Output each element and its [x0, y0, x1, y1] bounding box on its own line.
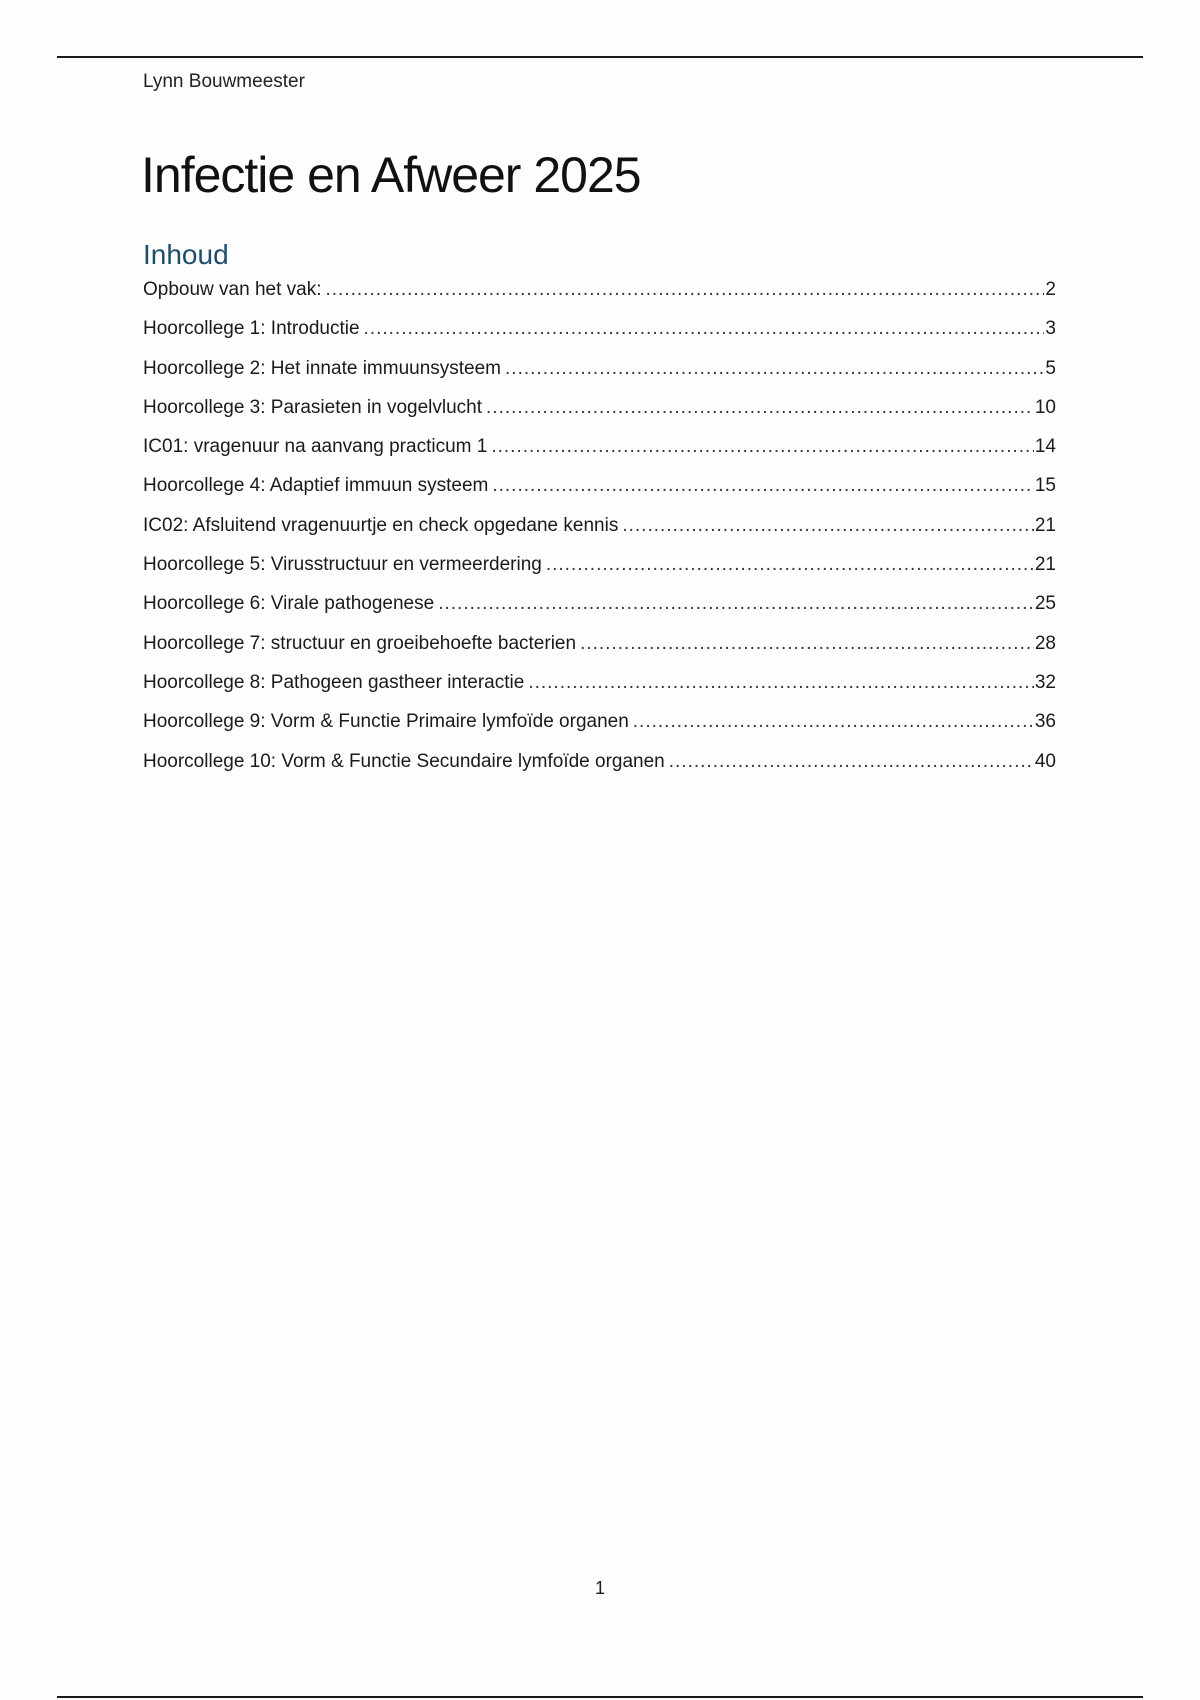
- toc-entry-page: 40: [1034, 750, 1056, 772]
- toc-entry-label: Hoorcollege 3: Parasieten in vogelvlucht: [143, 396, 483, 418]
- toc-entry-page: 2: [1045, 279, 1056, 300]
- toc-entry-hc9[interactable]: [143, 711, 1056, 750]
- toc-heading: Inhoud: [143, 239, 229, 270]
- toc-entry-page: 32: [1034, 671, 1056, 693]
- toc-entry-label: Hoorcollege 9: Vorm & Functie Primaire lymfoïde organen: [143, 711, 629, 733]
- toc-entry-label: Hoorcollege 10: Vorm & Functie Secundaire lymfoïde organen: [143, 750, 665, 772]
- toc-dot-leader: [486, 397, 1034, 419]
- toc-entry-hc2[interactable]: [143, 358, 1056, 397]
- table-of-contents: [143, 279, 1056, 790]
- toc-entry-label: IC02: Afsluitend vragenuurtje en check opgedane kennis: [143, 514, 619, 536]
- toc-entry-label: Hoorcollege 8: Pathogeen gastheer interactie: [143, 671, 525, 693]
- toc-entry-hc8[interactable]: [143, 672, 1056, 711]
- toc-entry-label: Hoorcollege 7: structuur en groeibehoefte bacterien: [143, 632, 577, 654]
- footer-rule: [57, 1696, 1143, 1698]
- toc-entry-page: 25: [1034, 593, 1056, 615]
- toc-entry-label: Hoorcollege 1: Introductie: [143, 318, 360, 340]
- toc-dot-leader: [492, 475, 1034, 497]
- toc-dot-leader: [326, 279, 1045, 301]
- document-title: Infectie en Afweer 2025: [141, 147, 641, 203]
- toc-dot-leader: [546, 554, 1034, 576]
- toc-entry-hc7[interactable]: [143, 633, 1056, 672]
- toc-entry-hc3[interactable]: [143, 397, 1056, 436]
- toc-entry-opbouw[interactable]: [143, 279, 1056, 318]
- toc-entry-hc10[interactable]: [143, 751, 1056, 790]
- toc-entry-page: 10: [1034, 396, 1056, 418]
- toc-dot-leader: [622, 515, 1034, 537]
- toc-entry-page: 21: [1034, 554, 1056, 576]
- toc-entry-page: 14: [1034, 436, 1056, 458]
- toc-entry-ic02[interactable]: [143, 515, 1056, 554]
- header-author: Lynn Bouwmeester: [143, 71, 305, 92]
- toc-entry-label: Hoorcollege 2: Het innate immuunsysteem: [143, 357, 502, 379]
- toc-entry-hc4[interactable]: [143, 475, 1056, 514]
- toc-entry-page: 21: [1034, 514, 1056, 536]
- toc-dot-leader: [438, 593, 1034, 615]
- toc-dot-leader: [528, 672, 1034, 694]
- toc-entry-hc5[interactable]: [143, 554, 1056, 593]
- toc-entry-page: 3: [1045, 318, 1056, 340]
- toc-entry-label: Hoorcollege 4: Adaptief immuun systeem: [143, 475, 489, 497]
- toc-entry-label: IC01: vragenuur na aanvang practicum 1: [143, 436, 488, 458]
- toc-entry-hc6[interactable]: [143, 593, 1056, 632]
- toc-dot-leader: [633, 711, 1034, 733]
- header-rule: [57, 56, 1143, 58]
- toc-entry-label: Hoorcollege 5: Virusstructuur en vermeerdering: [143, 554, 542, 576]
- toc-dot-leader: [491, 436, 1034, 458]
- toc-entry-page: 15: [1034, 475, 1056, 497]
- toc-entry-hc1[interactable]: [143, 318, 1056, 357]
- toc-entry-page: 5: [1045, 357, 1056, 379]
- toc-entry-page: 36: [1034, 711, 1056, 733]
- toc-entry-label: Opbouw van het vak:: [143, 279, 322, 300]
- toc-entry-page: 28: [1034, 632, 1056, 654]
- toc-dot-leader: [669, 751, 1034, 773]
- footer-page-number: 1: [594, 1578, 605, 1598]
- toc-dot-leader: [364, 318, 1045, 340]
- toc-dot-leader: [505, 358, 1044, 380]
- toc-entry-label: Hoorcollege 6: Virale pathogenese: [143, 593, 435, 615]
- toc-entry-ic01[interactable]: [143, 436, 1056, 475]
- toc-dot-leader: [580, 633, 1034, 655]
